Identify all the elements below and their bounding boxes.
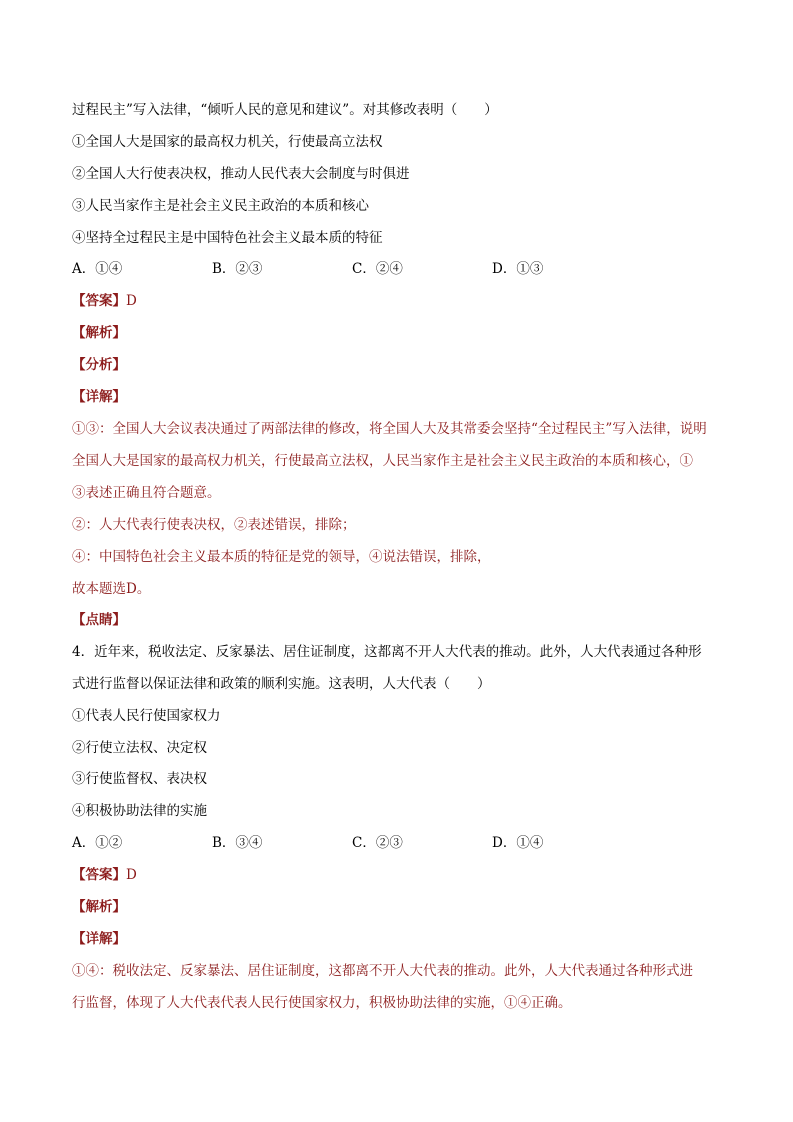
q4-statement-1: ①代表人民行使国家权力	[72, 708, 221, 724]
q4-statement-4: ④积极协助法律的实施	[72, 803, 207, 819]
q3-options	[72, 260, 733, 278]
q3-detail-line-3: ③表述正确且符合题意。	[72, 485, 221, 501]
q3-statement-1: ①全国人大是国家的最高权力机关，行使最高立法权	[72, 134, 383, 150]
q4-analysis-label: 【解析】	[72, 899, 126, 915]
q3-detail-label: 【详解】	[72, 389, 126, 405]
q4-stem-line-1: 4．近年来，税收法定、反家暴法、居住证制度，这都离不开人大代表的推动。此外，人大代表通过各种形	[72, 644, 702, 660]
q3-answer	[72, 292, 733, 310]
q4-answer-label: 【答案】	[72, 867, 126, 883]
q3-detail-line-6: 故本题选D。	[72, 581, 151, 597]
q4-detail-label: 【详解】	[72, 931, 126, 947]
q3-analysis-label: 【解析】	[72, 325, 126, 341]
q3-statement-2: ②全国人大行使表决权，推动人民代表大会制度与时俱进	[72, 166, 410, 182]
q3-detail-line-4: ②：人大代表行使表决权，②表述错误，排除；	[72, 517, 356, 533]
q4-statement-2: ②行使立法权、决定权	[72, 740, 207, 756]
q4-detail-line-1: ①④：税收法定、反家暴法、居住证制度，这都离不开人大代表的推动。此外，人大代表通过各种形式进	[72, 963, 693, 979]
q4-answer	[72, 866, 733, 884]
q3-option-b: B．②③	[212, 261, 263, 277]
q3-fenxi-label: 【分析】	[72, 357, 126, 373]
q3-answer-value: D	[126, 293, 137, 309]
q4-option-a: A．①②	[72, 835, 123, 851]
q4-option-b: B．③④	[212, 835, 263, 851]
q3-statement-4: ④坚持全过程民主是中国特色社会主义最本质的特征	[72, 230, 383, 246]
q4-detail-line-2: 行监督，体现了人大代表代表人民行使国家权力，积极协助法律的实施，①④正确。	[72, 995, 572, 1011]
q4-options	[72, 834, 733, 852]
q3-stem-tail: 过程民主”写入法律，“倾听人民的意见和建议”。对其修改表明（ ）	[72, 102, 498, 118]
q4-statement-3: ③行使监督权、表决权	[72, 771, 207, 787]
q4-stem-line-2: 式进行监督以保证法律和政策的顺利实施。这表明，人大代表（ ）	[72, 676, 491, 692]
q3-detail-line-2: 全国人大是国家的最高权力机关，行使最高立法权，人民当家作主是社会主义民主政治的本质和核心，①	[72, 453, 693, 469]
q3-detail-line-5: ④：中国特色社会主义最本质的特征是党的领导，④说法错误，排除，	[72, 549, 491, 565]
q3-option-a: A．①④	[72, 261, 123, 277]
q3-answer-label: 【答案】	[72, 293, 126, 309]
q3-statement-3: ③人民当家作主是社会主义民主政治的本质和核心	[72, 198, 369, 214]
q4-option-d: D．①④	[492, 835, 544, 851]
q3-comment-label: 【点睛】	[72, 612, 126, 628]
q3-option-d: D．①③	[492, 261, 544, 277]
q4-answer-value: D	[126, 867, 137, 883]
q3-detail-line-1: ①③：全国人大会议表决通过了两部法律的修改，将全国人大及其常委会坚持“全过程民主”写入法律，说明	[72, 421, 707, 437]
q4-option-c: C．②③	[352, 835, 403, 851]
q3-option-c: C．②④	[352, 261, 403, 277]
